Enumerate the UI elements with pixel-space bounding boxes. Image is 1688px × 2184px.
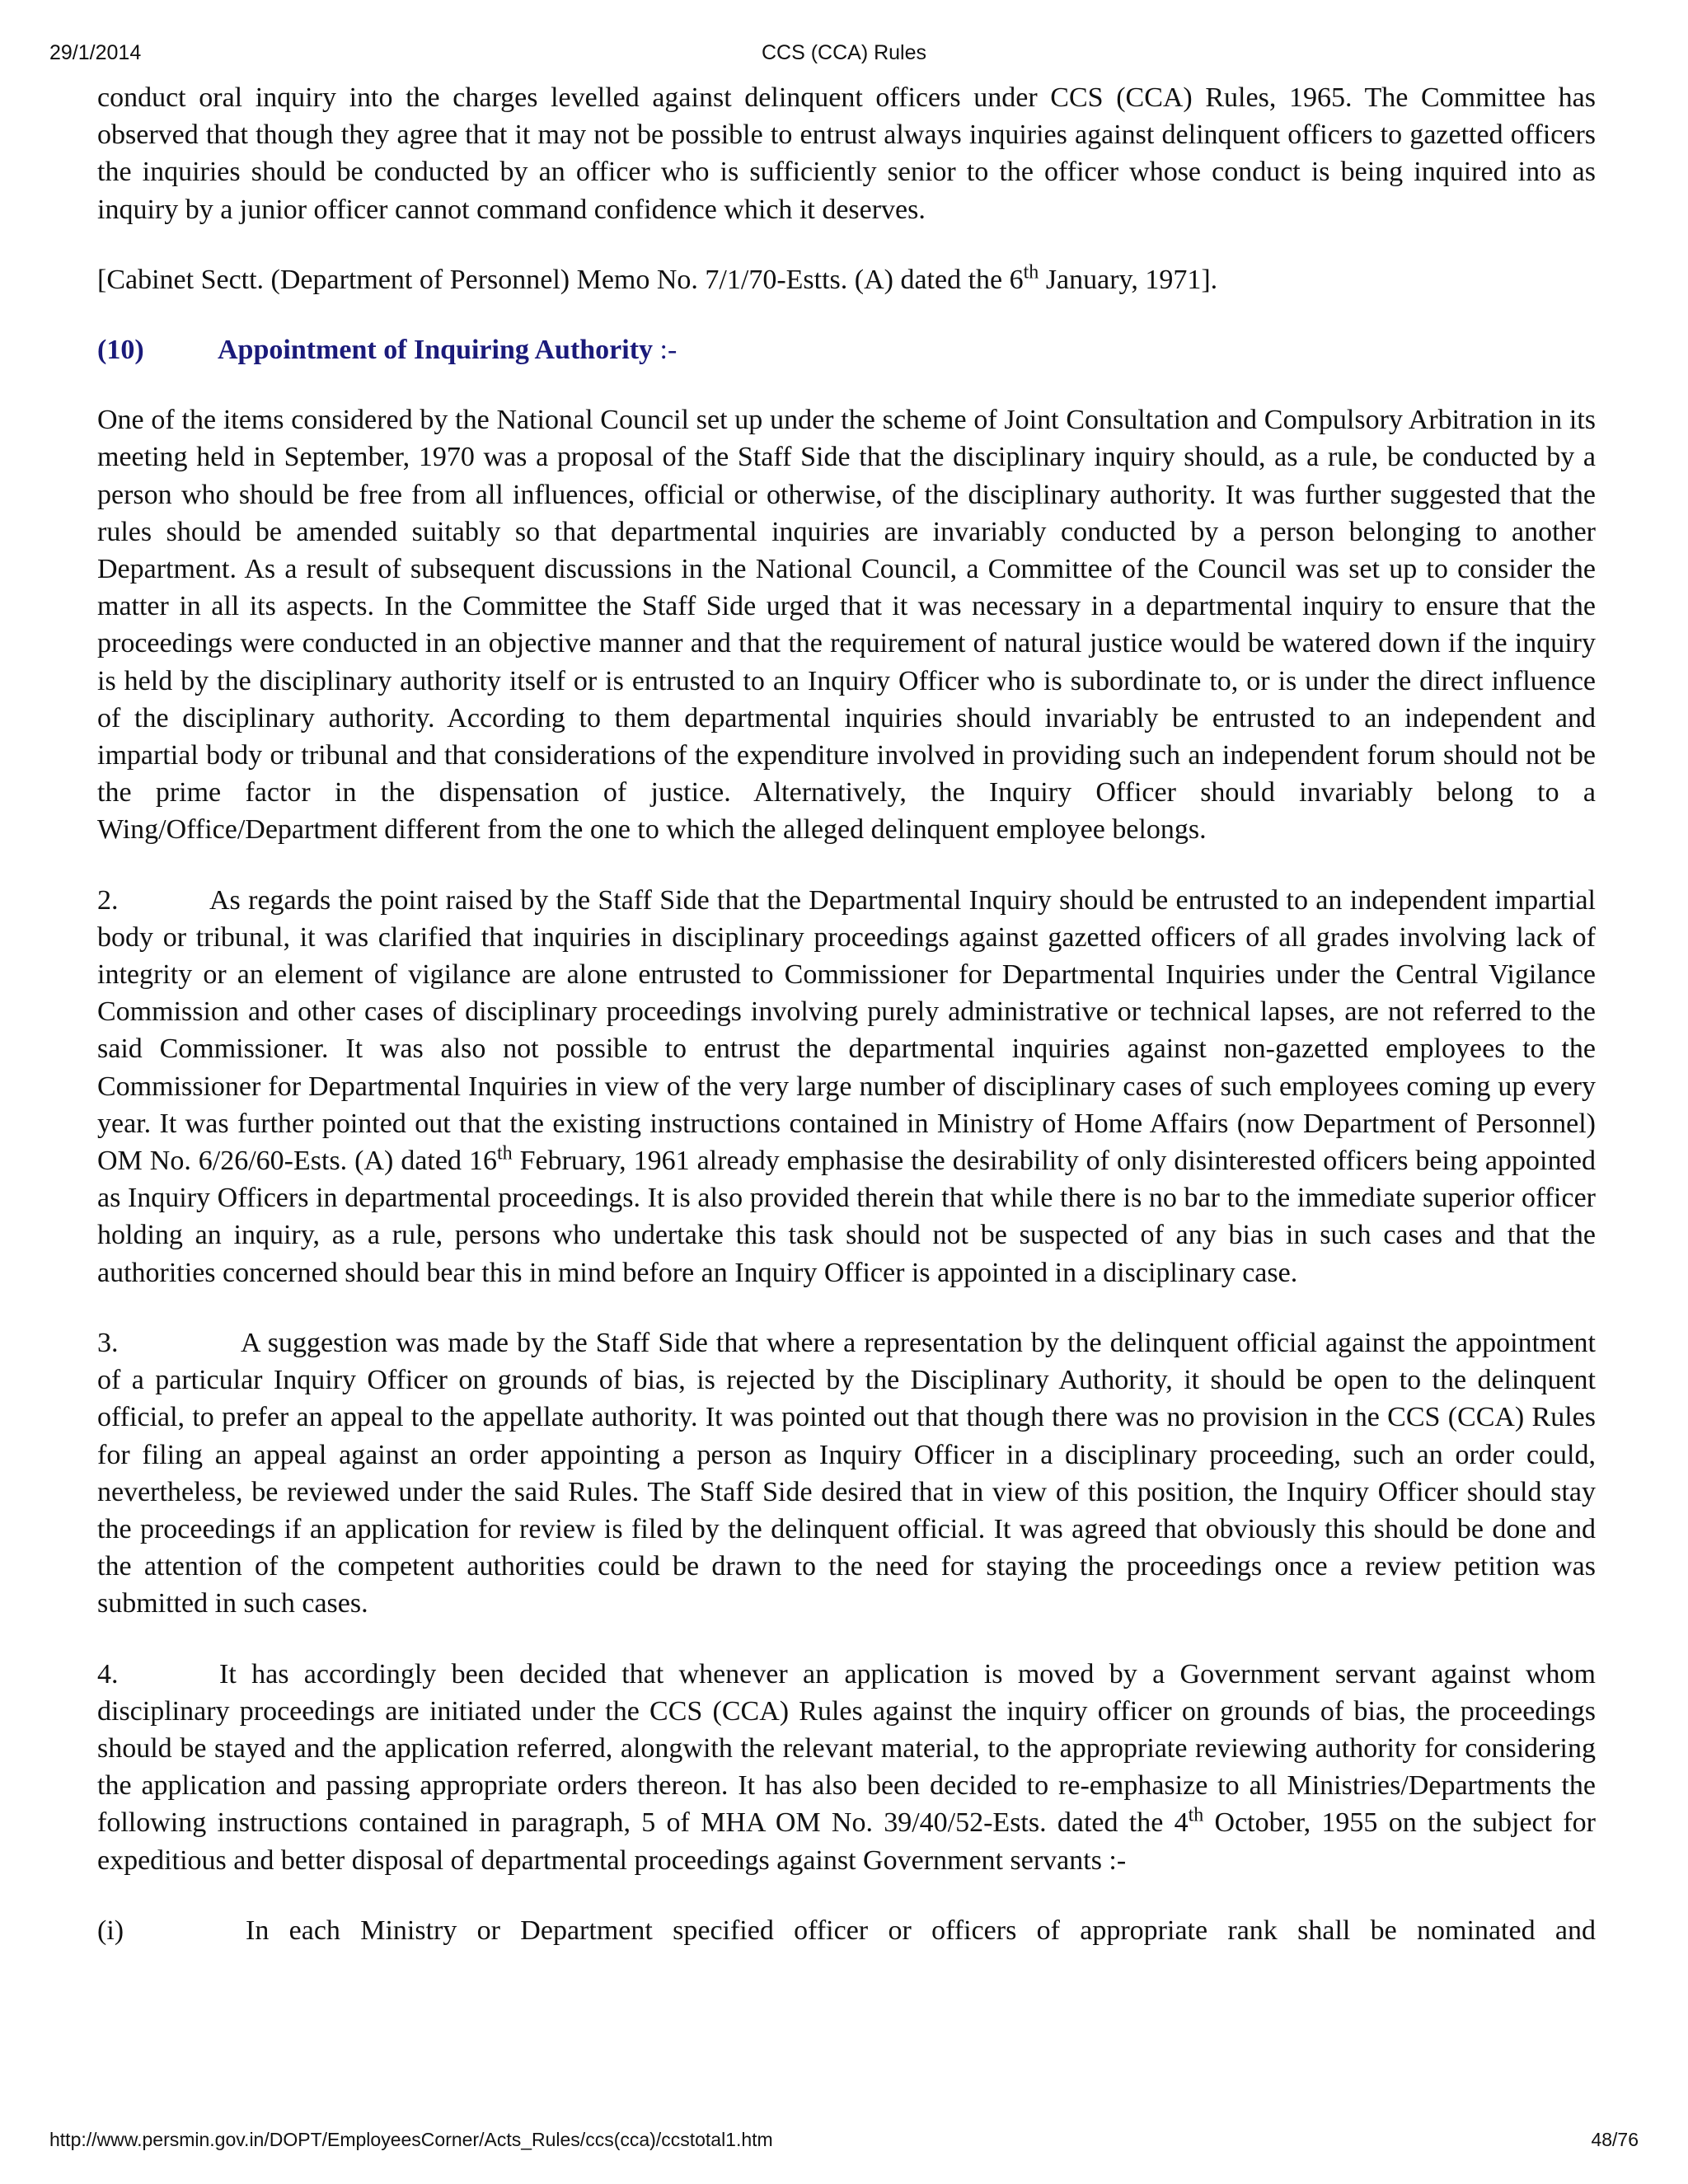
paragraph-1: One of the items considered by the National Council set up under the scheme of Joint Consultation and Compulsory Arbitration in its meeting held in September, 1970 was a proposal of the Staff Side that the disciplinary inquiry should, as a rule, be conducted by a person who should be free from all influences, official or otherwise, of the disciplinary authority. It was further suggested that the rules should be amended suitably so that departmental inquiries are invariably conducted by a person belonging to another Department. As a result of subsequent discussions in the National Council, a Committee of the Council was set up to consider the matter in all its aspects. In the Committee the Staff Side urged that it was necessary in a departmental inquiry to ensure that the proceedings were conducted in an objective manner and that the requirement of natural justice would be watered down if the inquiry is held by the disciplinary authority itself or is entrusted to an Inquiry Officer who is subordinate to, or is under the direct influence of the disciplinary authority. According to them departmental inquiries should invariably be entrusted to an independent and impartial body or tribunal and that considerations of the expenditure involved in providing such an independent forum should not be the prime factor in the dispensation of justice. Alternatively, the Inquiry Officer should invariably belong to a Wing/Office/Department different from the one to which the alleged delinquent employee belongs. <box>97 405 1596 846</box>
paragraph-number: 3. <box>97 1327 119 1358</box>
section-heading: (10) Appointment of Inquiring Authority :- <box>97 331 1596 368</box>
paragraph-number: 4. <box>97 1658 119 1690</box>
paragraph-4: 4. It has accordingly been decided that whenever an application is moved by a Government servant against whom disciplinary proceedings are initiated under the CCS (CCA) Rules against the inquiry officer on grounds of bias, the proceedings should be stayed and the application referred, alongwith the relevant material, to the appropriate reviewing authority for considering the application and passing appropriate orders thereon. It has also been decided to re-emphasize to all Ministries/Departments the following instructions contained in paragraph, 5 of MHA OM No. 39/40/52-Ests. dated the 4th October, 1955 on the subject for expeditious and better disposal of departmental proceedings against Government servants :- <box>97 1656 1596 1879</box>
item-number: (i) <box>97 1915 124 1946</box>
memo-citation: [Cabinet Sectt. (Department of Personnel) Memo No. 7/1/70-Estts. (A) dated the 6th January, 1971]. <box>97 261 1218 295</box>
page-number: 48/76 <box>1591 2129 1639 2150</box>
source-url: http://www.persmin.gov.in/DOPT/EmployeesCorner/Acts_Rules/ccs(cca)/ccstotal1.htm <box>49 2129 773 2150</box>
page-footer <box>49 2129 1639 2158</box>
ordinal-superscript: th <box>496 1142 513 1165</box>
intro-paragraph: conduct oral inquiry into the charges levelled against delinquent officers under CCS (CCA) Rules, 1965. The Committee has observed that though they agree that it may not be possible to entrust always inquiries against delinquent officers to gazetted officers the inquiries should be conducted by an officer who is sufficiently senior to the officer whose conduct is being inquired into as inquiry by a junior officer cannot command confidence which it deserves. <box>97 82 1596 225</box>
page-header <box>49 41 1639 71</box>
document-body <box>97 79 1596 1982</box>
ordinal-superscript: th <box>1188 1805 1204 1826</box>
paragraph-2: 2. As regards the point raised by the Staff Side that the Departmental Inquiry should be entrusted to an independent impartial body or tribunal, it was clarified that inquiries in disciplinary proceedings against gazetted officers of all grades involving lack of integrity or an element of vigilance are alone entrusted to Commissioner for Departmental Inquiries under the Central Vigilance Commission and other cases of disciplinary proceedings involving purely administrative or technical lapses, are not referred to the said Commissioner. It was also not possible to entrust the departmental inquiries against non-gazetted employees to the Commissioner for Departmental Inquiries in view of the very large number of disciplinary cases of such employees coming up every year. It was further pointed out that the existing instructions contained in Ministry of Home Affairs (now Department of Personnel) OM No. 6/26/60-Ests. (A) dated 16th February, 1961 already emphasise the desirability of only disinterested officers being appointed as Inquiry Officers in departmental proceedings. It is also provided therein that while there is no bar to the immediate superior officer holding an inquiry, as a rule, persons who undertake this task should not be suspected of any bias in such cases and that the authorities concerned should bear this in mind before an Inquiry Officer is appointed in a disciplinary case. <box>97 882 1596 1291</box>
list-item-i: (i) In each Ministry or Department specified officer or officers of appropriate rank shall be nominated and <box>97 1912 1596 1949</box>
page-title: CCS (CCA) Rules <box>761 41 927 64</box>
section-title: Appointment of Inquiring Authority <box>218 335 654 366</box>
ordinal-superscript: th <box>1023 261 1039 284</box>
paragraph-number: 2. <box>97 884 119 916</box>
section-number: (10) <box>97 335 144 366</box>
print-date: 29/1/2014 <box>49 41 142 64</box>
paragraph-3: 3. A suggestion was made by the Staff Side that where a representation by the delinquent official against the appointment of a particular Inquiry Officer on grounds of bias, is rejected by the Disciplinary Authority, it should be open to the delinquent official, to prefer an appeal to the appellate authority. It was pointed out that though there was no provision in the CCS (CCA) Rules for filing an appeal against an order appointing a person as Inquiry Officer in a disciplinary proceeding, such an order could, nevertheless, be reviewed under the said Rules. The Staff Side desired that in view of this position, the Inquiry Officer should stay the proceedings if an application for review is filed by the delinquent official. It was agreed that obviously this should be done and the attention of the competent authorities could be drawn to the need for staying the proceedings once a review petition was submitted in such cases. <box>97 1324 1596 1623</box>
